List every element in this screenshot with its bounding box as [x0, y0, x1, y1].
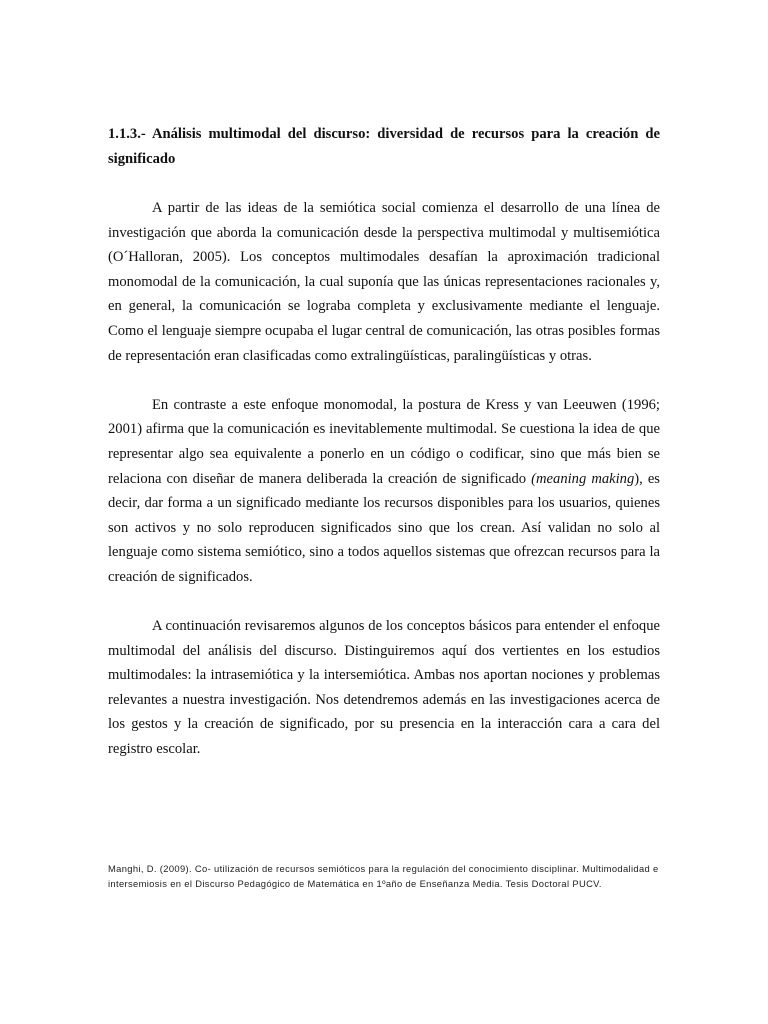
paragraph-2: [108, 393, 660, 590]
paragraph-2-emphasis: (meaning making: [531, 470, 635, 487]
section-heading: 1.1.3.- Análisis multimodal del discurso: diversidad de recursos para la creación de significado: [108, 126, 660, 167]
paragraph-1: A partir de las ideas de la semiótica social comienza el desarrollo de una línea de investigación que aborda la comunicación desde la perspectiva multimodal y multisemiótica (O´Halloran, 2005). Los conceptos multimodales desafían la aproximación tradicional monomodal de la comunicación, la cual suponía que las únicas representaciones racionales y, en general, la comunicación se lograba completa y exclusivamente mediante el lenguaje. Como el lenguaje siempre ocupaba el lugar central de comunicación, las otras posibles formas de representación eran clasificadas como extralingüísticas, paralingüísticas y otras.: [108, 200, 660, 364]
paragraph-3: A continuación revisaremos algunos de los conceptos básicos para entender el enfoque multimodal del análisis del discurso. Distinguiremos aquí dos vertientes en los estudios multimodales: la intrasemiótica y la intersemiótica. Ambas nos aportan nociones y problemas relevantes a nuestra investigación. Nos detendremos además en las investigaciones acerca de los gestos y la creación de significado, por su presencia en la interacción cara a cara del registro escolar.: [108, 618, 660, 758]
paragraph-2-text-before: En contraste a este enfoque monomodal, la postura de Kress y van Leeuwen (1996; 2001) afirma que la comunicación es inevitablemente multimodal. Se cuestiona la idea de que representar algo sea equivalente a ponerlo en un código o codificar, sino que más bien se relaciona con diseñar de manera deliberada la creación de significado: [108, 396, 660, 487]
document-body: [108, 122, 660, 762]
paragraph-2-text-after: ), es decir, dar forma a un significado mediante los recursos disponibles para los usuarios, quienes son activos y no solo reproducen significados sino que los crean. Así validan no solo al lenguaje como sistema semiótico, sino a todos aquellos sistemas que ofrezcan recursos para la creación de significados.: [108, 470, 660, 585]
citation-footnote: Manghi, D. (2009). Co- utilización de recursos semióticos para la regulación del conocimiento disciplinar. Multimodalidad e intersemiosis en el Discurso Pedagógico de Matemática en 1ºaño de Enseñanza Media. Tesis Doctoral PUCV.: [108, 863, 659, 889]
